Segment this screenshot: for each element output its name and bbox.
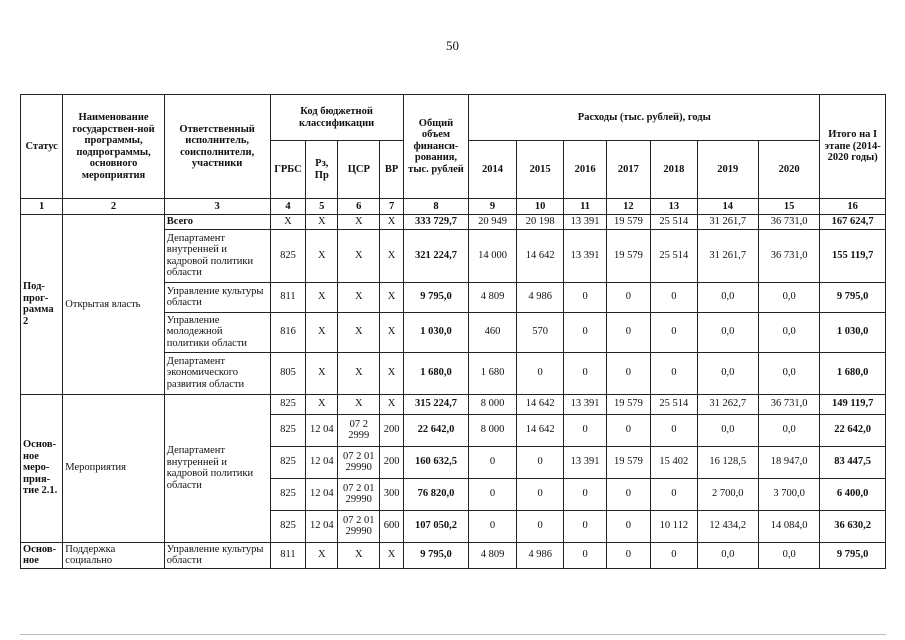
cell-year-expense: 13 391 [564, 229, 606, 282]
cell-year-expense: 0 [606, 312, 650, 352]
column-number: 16 [820, 199, 886, 215]
cell-rzpr: 12 04 [306, 446, 338, 478]
cell-year-expense: 570 [516, 312, 564, 352]
cell-stage-total: 149 119,7 [820, 394, 886, 414]
cell-year-expense: 10 112 [651, 510, 698, 542]
cell-total-volume: 9 795,0 [403, 542, 469, 568]
column-number: 14 [697, 199, 758, 215]
cell-rzpr: 12 04 [306, 510, 338, 542]
cell-year-expense: 13 391 [564, 446, 606, 478]
header-year: 2016 [564, 141, 606, 199]
cell-total-volume: 1 680,0 [403, 352, 469, 394]
header-year: 2015 [516, 141, 564, 199]
cell-year-expense: 4 986 [516, 282, 564, 312]
cell-year-expense: 0,0 [697, 312, 758, 352]
cell-year-expense: 0,0 [758, 282, 819, 312]
cell-rzpr: X [306, 394, 338, 414]
cell-year-expense: 0 [564, 352, 606, 394]
cell-vr: X [380, 215, 403, 230]
cell-year-expense: 0 [606, 282, 650, 312]
cell-stage-total: 6 400,0 [820, 478, 886, 510]
cell-csr: X [338, 229, 380, 282]
cell-year-expense: 0 [516, 478, 564, 510]
cell-year-expense: 13 391 [564, 394, 606, 414]
row-responsible: Управление молодежной политики области [164, 312, 270, 352]
cell-year-expense: 36 731,0 [758, 215, 819, 230]
cell-year-expense: 0 [564, 542, 606, 568]
cell-year-expense: 19 579 [606, 394, 650, 414]
cell-grbs: 825 [270, 229, 306, 282]
column-number: 2 [63, 199, 165, 215]
column-number: 9 [469, 199, 517, 215]
header-year: 2020 [758, 141, 819, 199]
cell-vr: 200 [380, 446, 403, 478]
cell-total-volume: 22 642,0 [403, 414, 469, 446]
cell-year-expense: 460 [469, 312, 517, 352]
header-year: 2014 [469, 141, 517, 199]
header-year: 2018 [651, 141, 698, 199]
cell-stage-total: 36 630,2 [820, 510, 886, 542]
page-number: 50 [446, 38, 459, 53]
cell-rzpr: X [306, 312, 338, 352]
cell-year-expense: 14 084,0 [758, 510, 819, 542]
page-bottom-edge [20, 634, 886, 635]
cell-grbs: X [270, 215, 306, 230]
cell-year-expense: 14 000 [469, 229, 517, 282]
cell-total-volume: 107 050,2 [403, 510, 469, 542]
cell-year-expense: 13 391 [564, 215, 606, 230]
cell-year-expense: 25 514 [651, 394, 698, 414]
cell-rzpr: 12 04 [306, 478, 338, 510]
cell-year-expense: 36 731,0 [758, 394, 819, 414]
column-number: 7 [380, 199, 403, 215]
header-grbs: ГРБС [270, 141, 306, 199]
cell-year-expense: 12 434,2 [697, 510, 758, 542]
cell-total-volume: 1 030,0 [403, 312, 469, 352]
cell-total-volume: 76 820,0 [403, 478, 469, 510]
cell-year-expense: 0 [564, 282, 606, 312]
row-status: Под-прог-рамма 2 [21, 215, 63, 395]
cell-grbs: 805 [270, 352, 306, 394]
cell-csr: X [338, 312, 380, 352]
header-name: Наименование государствен-ной программы, подпрограммы, основного мероприятия [63, 95, 165, 199]
cell-year-expense: 2 700,0 [697, 478, 758, 510]
cell-year-expense: 0 [516, 352, 564, 394]
cell-year-expense: 18 947,0 [758, 446, 819, 478]
row-responsible: Департамент внутренней и кадровой политики области [164, 394, 270, 542]
cell-rzpr: X [306, 282, 338, 312]
header-rzpr: Рз, Пр [306, 141, 338, 199]
table-header [21, 95, 886, 215]
cell-vr: X [380, 229, 403, 282]
header-csr: ЦСР [338, 141, 380, 199]
cell-csr: X [338, 282, 380, 312]
cell-year-expense: 3 700,0 [758, 478, 819, 510]
column-number: 5 [306, 199, 338, 215]
cell-rzpr: X [306, 352, 338, 394]
cell-year-expense: 8 000 [469, 414, 517, 446]
cell-year-expense: 0,0 [697, 282, 758, 312]
cell-year-expense: 0 [651, 478, 698, 510]
cell-year-expense: 25 514 [651, 229, 698, 282]
cell-total-volume: 321 224,7 [403, 229, 469, 282]
cell-total-volume: 9 795,0 [403, 282, 469, 312]
cell-year-expense: 20 949 [469, 215, 517, 230]
cell-stage-total: 9 795,0 [820, 542, 886, 568]
cell-grbs: 825 [270, 510, 306, 542]
cell-year-expense: 1 680 [469, 352, 517, 394]
column-number: 1 [21, 199, 63, 215]
cell-year-expense: 19 579 [606, 229, 650, 282]
cell-year-expense: 0 [516, 510, 564, 542]
cell-year-expense: 0 [564, 312, 606, 352]
row-program-name: Поддержка социально [63, 542, 165, 568]
cell-year-expense: 0 [606, 414, 650, 446]
cell-year-expense: 0,0 [758, 414, 819, 446]
cell-grbs: 816 [270, 312, 306, 352]
cell-year-expense: 0 [651, 352, 698, 394]
header-stage-total: Итого на I этапе (2014-2020 годы) [820, 95, 886, 199]
cell-year-expense: 4 809 [469, 282, 517, 312]
header-year: 2017 [606, 141, 650, 199]
cell-csr: X [338, 352, 380, 394]
cell-year-expense: 0 [469, 446, 517, 478]
column-number: 12 [606, 199, 650, 215]
table-body [21, 215, 886, 569]
row-status: Основ-ное меро-прия-тие 2.1. [21, 394, 63, 542]
row-responsible: Департамент экономического развития области [164, 352, 270, 394]
cell-year-expense: 14 642 [516, 229, 564, 282]
cell-grbs: 825 [270, 394, 306, 414]
cell-rzpr: X [306, 215, 338, 230]
cell-csr: 07 2 01 29990 [338, 446, 380, 478]
column-number: 8 [403, 199, 469, 215]
cell-year-expense: 0 [651, 542, 698, 568]
column-number: 13 [651, 199, 698, 215]
cell-csr: 07 2 01 29990 [338, 510, 380, 542]
cell-year-expense: 0,0 [758, 542, 819, 568]
cell-csr: X [338, 394, 380, 414]
cell-year-expense: 31 262,7 [697, 394, 758, 414]
cell-vr: X [380, 542, 403, 568]
cell-year-expense: 0 [564, 414, 606, 446]
cell-year-expense: 0 [564, 478, 606, 510]
table-row [21, 215, 886, 230]
cell-year-expense: 0 [469, 510, 517, 542]
cell-year-expense: 4 809 [469, 542, 517, 568]
cell-year-expense: 20 198 [516, 215, 564, 230]
row-program-name: Мероприятия [63, 394, 165, 542]
cell-vr: X [380, 282, 403, 312]
row-program-name: Открытая власть [63, 215, 165, 395]
column-number: 11 [564, 199, 606, 215]
cell-grbs: 811 [270, 282, 306, 312]
cell-vr: X [380, 312, 403, 352]
column-number: 4 [270, 199, 306, 215]
column-numbers-row [21, 199, 886, 215]
column-number: 6 [338, 199, 380, 215]
header-year: 2019 [697, 141, 758, 199]
cell-csr: 07 2 01 29990 [338, 478, 380, 510]
cell-total-volume: 160 632,5 [403, 446, 469, 478]
cell-rzpr: X [306, 229, 338, 282]
header-expenses: Расходы (тыс. рублей), годы [469, 95, 820, 141]
cell-csr: 07 2 2999 [338, 414, 380, 446]
cell-vr: 600 [380, 510, 403, 542]
cell-year-expense: 0 [564, 510, 606, 542]
cell-year-expense: 0 [606, 542, 650, 568]
cell-year-expense: 0,0 [697, 414, 758, 446]
cell-vr: 300 [380, 478, 403, 510]
row-responsible: Управление культуры области [164, 282, 270, 312]
cell-stage-total: 167 624,7 [820, 215, 886, 230]
column-number: 10 [516, 199, 564, 215]
budget-table [20, 94, 886, 569]
row-status: Основ-ное [21, 542, 63, 568]
cell-year-expense: 19 579 [606, 446, 650, 478]
cell-year-expense: 0,0 [697, 352, 758, 394]
cell-year-expense: 0 [606, 478, 650, 510]
cell-year-expense: 0,0 [758, 312, 819, 352]
cell-year-expense: 0 [651, 282, 698, 312]
cell-year-expense: 14 642 [516, 394, 564, 414]
header-responsible: Ответственный исполнитель, соисполнители, участники [164, 95, 270, 199]
cell-year-expense: 14 642 [516, 414, 564, 446]
cell-year-expense: 19 579 [606, 215, 650, 230]
cell-stage-total: 83 447,5 [820, 446, 886, 478]
cell-year-expense: 0 [651, 312, 698, 352]
cell-grbs: 825 [270, 414, 306, 446]
cell-stage-total: 9 795,0 [820, 282, 886, 312]
cell-stage-total: 22 642,0 [820, 414, 886, 446]
cell-year-expense: 16 128,5 [697, 446, 758, 478]
cell-vr: X [380, 352, 403, 394]
cell-year-expense: 0 [606, 510, 650, 542]
header-vr: ВР [380, 141, 403, 199]
cell-year-expense: 25 514 [651, 215, 698, 230]
cell-total-volume: 315 224,7 [403, 394, 469, 414]
cell-grbs: 825 [270, 478, 306, 510]
cell-vr: X [380, 394, 403, 414]
cell-stage-total: 1 030,0 [820, 312, 886, 352]
column-number: 15 [758, 199, 819, 215]
cell-year-expense: 31 261,7 [697, 229, 758, 282]
cell-year-expense: 0,0 [697, 542, 758, 568]
cell-year-expense: 0 [606, 352, 650, 394]
column-number: 3 [164, 199, 270, 215]
cell-rzpr: X [306, 542, 338, 568]
row-responsible: Управление культуры области [164, 542, 270, 568]
table-row [21, 542, 886, 568]
header-status: Статус [21, 95, 63, 199]
row-responsible: Департамент внутренней и кадровой политики области [164, 229, 270, 282]
table-row [21, 394, 886, 414]
header-total-volume: Общий объем финанси-рования, тыс. рублей [403, 95, 469, 199]
cell-total-volume: 333 729,7 [403, 215, 469, 230]
cell-year-expense: 31 261,7 [697, 215, 758, 230]
cell-stage-total: 155 119,7 [820, 229, 886, 282]
cell-year-expense: 0 [516, 446, 564, 478]
row-responsible: Всего [164, 215, 270, 230]
cell-year-expense: 36 731,0 [758, 229, 819, 282]
cell-year-expense: 8 000 [469, 394, 517, 414]
cell-year-expense: 0 [469, 478, 517, 510]
cell-year-expense: 15 402 [651, 446, 698, 478]
cell-year-expense: 0 [651, 414, 698, 446]
cell-vr: 200 [380, 414, 403, 446]
cell-year-expense: 0,0 [758, 352, 819, 394]
cell-year-expense: 4 986 [516, 542, 564, 568]
cell-stage-total: 1 680,0 [820, 352, 886, 394]
cell-csr: X [338, 215, 380, 230]
cell-grbs: 811 [270, 542, 306, 568]
cell-rzpr: 12 04 [306, 414, 338, 446]
cell-grbs: 825 [270, 446, 306, 478]
cell-csr: X [338, 542, 380, 568]
header-budget-code: Код бюджетной классификации [270, 95, 403, 141]
